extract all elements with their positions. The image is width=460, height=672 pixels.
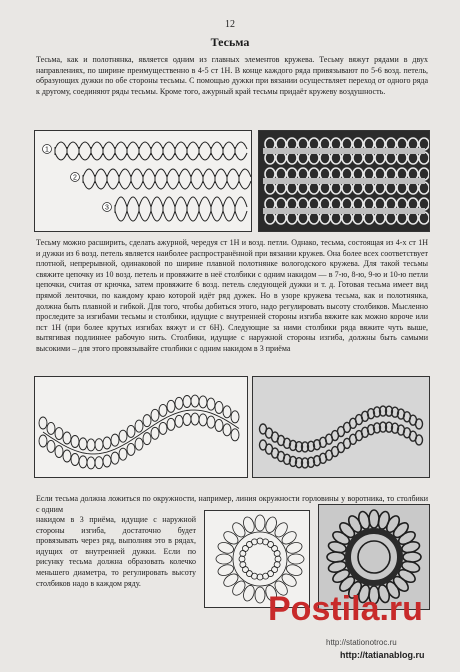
wave-loop [167, 400, 175, 412]
diagram-label-2: 2 [73, 174, 77, 182]
ring-outer-loop [216, 554, 232, 564]
tape-loop [235, 153, 247, 160]
wave-loop [151, 427, 159, 439]
tape-loop [203, 169, 215, 177]
wave-loop [175, 415, 183, 427]
tape-loop [131, 169, 143, 177]
tape-loop [103, 153, 115, 160]
wave-loop [95, 439, 103, 451]
wave-loop [111, 434, 119, 446]
wave-loop [47, 422, 55, 434]
tape-loop [175, 153, 187, 160]
tape-loop [151, 211, 163, 221]
wave-loop [215, 401, 223, 413]
tape-loop [227, 169, 239, 177]
tape-loop [139, 142, 151, 149]
tape-loop [83, 169, 95, 177]
wave-loop [143, 415, 151, 427]
tape-diagram-svg [35, 131, 251, 231]
tape-loop [107, 169, 119, 177]
tape-loop [155, 169, 167, 177]
tape-loop [91, 153, 103, 160]
wavy-photo-svg [253, 377, 429, 477]
tape-loop [167, 169, 179, 177]
tape-loop [239, 169, 251, 177]
page-number: 12 [225, 19, 235, 30]
ring-inner-loop [239, 556, 245, 562]
wave-loop [143, 433, 151, 445]
wave-loop [151, 409, 159, 421]
tape-loop [175, 197, 187, 207]
wave-loop [95, 457, 103, 469]
tape-loop [115, 211, 127, 221]
ring-outer-loop [242, 516, 256, 534]
tape-loop [223, 142, 235, 149]
tape-loop [187, 142, 199, 149]
tape-loop [79, 142, 91, 149]
tape-loop [211, 142, 223, 149]
tape-loop [55, 153, 67, 160]
wave-loop [87, 457, 95, 469]
intro-paragraph: Тесьма, как и полотнянка, является одним из главных элементов кружева. Тесьму вяжут рядами в двух направлениях, по ширине преимущественно в 4-5 ст 1Н. В конце каждого ряда привязывают по 5-6 возд. петель, образующих дужки по обе стороны тесьмы. С помощью дужки при вязании осуществляет переход от одного ряда к другому, соединяют ряды тесьмы. Кроме того, ажурный край тесьмы придаёт кружеву воздушность. [36, 55, 428, 96]
tape-loop [67, 153, 79, 160]
tape-loop [179, 181, 191, 189]
ring-outer-loop [264, 516, 278, 534]
tape-loop [191, 181, 203, 189]
tape-loop [95, 169, 107, 177]
wave-loop [199, 414, 207, 426]
tape-loop [191, 169, 203, 177]
wave-loop [55, 428, 63, 440]
tape-loop [163, 197, 175, 207]
ring-band [233, 532, 287, 586]
ring-inner-loop [257, 574, 263, 580]
photo-band [263, 148, 425, 154]
tape-diagram-figure [34, 130, 252, 232]
wave-loop [183, 395, 191, 407]
tape-loop [79, 153, 91, 160]
tape-loop [187, 197, 199, 207]
tape-loop [143, 169, 155, 177]
tape-loop [223, 153, 235, 160]
bottom-paragraph-full: Если тесьма должна ложиться по окружности, например, линия окружности горловины у воротника, то столбики с одним [36, 494, 428, 514]
wave-loop [103, 455, 111, 467]
tape-loop [187, 211, 199, 221]
wave-loop [223, 406, 231, 418]
tape-loop [143, 181, 155, 189]
middle-paragraph: Тесьму можно расширить, сделать ажурной, чередуя ст 1Н и возд. петли. Однако, тесьма, состоящая из 4-х ст 1Н и дужки из 6 возд. петель является наиболее распространённой при вязании кружев. Она более всех соответствует плотной, непрерывной, одинаковой по ширине плавной полотнянке вологодского кружева. Для такой тесьмы свяжите цепочку из 10 возд. петель и провяжите в неё столбики с одним накидом — в 7-ю, 8-ю, 9-ю и 10-ю петли цепочки, считая от крючка, затем провяжите 6 возд. петель следующей дужки и т. д. Готовая тесьма имеет вид прямой ленточки, по каждому краю которой идёт ряд дужек. Но в узоре кружева тесьма, как и полотнянка, должна быть плавной и гибкой. Для того, чтобы добиться этого, надо регулировать высоту столбиков. Мысленно проследите за изгибами тесьмы и столбики, идущие с внутренней стороны изгиба вяжите как можно короче или пст 1Н (при более крутых изгибах вяжут и ст 6Н). Следующие за ними столбики ряда вяжите чуть выше, вытягивая подлиннее рабочую нить. Столбики, идущие с наружной стороны изгиба, должны быть самыми высокими – для этого провязывайте столбики с одним накидом в 3 приёма [36, 238, 428, 353]
tape-loop [55, 142, 67, 149]
wave-loop [79, 456, 87, 468]
wave-loop [231, 411, 239, 423]
tape-loop [139, 153, 151, 160]
wave-loop [191, 395, 199, 407]
ring-inner-loop [251, 539, 257, 545]
wave-loop [191, 413, 199, 425]
ring-outer-loop [255, 515, 265, 531]
tape-loop [235, 142, 247, 149]
tape-loop [235, 197, 247, 207]
tape-loop [239, 181, 251, 189]
ring-inner-loop [263, 573, 269, 579]
tape-loop [119, 169, 131, 177]
tape-loop [223, 211, 235, 221]
wave-loop [207, 398, 215, 410]
tape-loop [107, 181, 119, 189]
wave-loop [71, 436, 79, 448]
tape-loop [151, 197, 163, 207]
tape-loop [211, 197, 223, 207]
tape-loop [95, 181, 107, 189]
tape-loop [139, 197, 151, 207]
ring-outer-loop [242, 584, 256, 602]
tape-loop [163, 142, 175, 149]
tape-loop [227, 181, 239, 189]
wave-loop [39, 435, 47, 447]
ring-inner-loop [257, 538, 263, 544]
tape-loop [103, 142, 115, 149]
tape-loop [91, 142, 103, 149]
tape-photo [258, 130, 430, 232]
wave-loop [183, 413, 191, 425]
tape-loop [211, 153, 223, 160]
tape-loop [179, 169, 191, 177]
tape-loop [215, 181, 227, 189]
tape-loop [119, 181, 131, 189]
tape-loop [187, 153, 199, 160]
wave-loop [63, 450, 71, 462]
wave-loop [135, 420, 143, 432]
wave-loop [47, 440, 55, 452]
ring-outer-loop [288, 554, 304, 564]
tape-loop [203, 181, 215, 189]
wave-loop [159, 404, 167, 416]
ring-inner-loop [240, 562, 246, 568]
tape-loop [163, 153, 175, 160]
wave-loop [127, 443, 135, 455]
tape-loop [199, 153, 211, 160]
tape-loop [83, 181, 95, 189]
wave-loop [175, 397, 183, 409]
wave-loop [87, 439, 95, 451]
wave-loop [135, 438, 143, 450]
page-title: Тесьма [210, 35, 250, 49]
tape-loop [223, 197, 235, 207]
tape-loop [115, 197, 127, 207]
wavy-tape-diagram [34, 376, 248, 478]
tape-loop [175, 142, 187, 149]
tape-loop [199, 197, 211, 207]
photo-band [263, 208, 425, 214]
tape-loop [139, 211, 151, 221]
watermark-blog: http://tatianablog.ru [340, 650, 425, 660]
ring-outer-loop [217, 541, 235, 555]
wave-loop [79, 438, 87, 450]
ring-outer-loop [255, 587, 265, 603]
tape-loop [199, 211, 211, 221]
wave-loop [223, 424, 231, 436]
wavy-tape-photo [252, 376, 430, 478]
watermark-logo: Postila.ru [268, 590, 423, 628]
tape-loop [115, 153, 127, 160]
wave-loop [199, 396, 207, 408]
wave-loop [127, 425, 135, 437]
photo-band [263, 178, 425, 184]
tape-loop [163, 211, 175, 221]
diagram-label-3: 3 [105, 204, 109, 212]
wave-loop [215, 419, 223, 431]
diagram-label-1: 1 [45, 146, 49, 154]
wave-loop [71, 454, 79, 466]
tape-loop [199, 142, 211, 149]
tape-loop [175, 211, 187, 221]
tape-loop [151, 142, 163, 149]
ring-outer-loop [285, 541, 303, 555]
watermark-site: http://stationotroc.ru [326, 638, 397, 647]
wave-loop [207, 416, 215, 428]
tape-loop [235, 211, 247, 221]
wave-loop [167, 418, 175, 430]
tape-loop [115, 142, 127, 149]
wave-loop [119, 448, 127, 460]
tape-loop [215, 169, 227, 177]
tape-loop [127, 197, 139, 207]
wavy-tape-svg [35, 377, 247, 477]
wave-loop [231, 429, 239, 441]
tape-loop [127, 153, 139, 160]
tape-loop [167, 181, 179, 189]
ring-inner-loop [274, 550, 280, 556]
wave-loop [119, 430, 127, 442]
wave-loop [55, 446, 63, 458]
tape-loop [131, 181, 143, 189]
ring-outer-loop [285, 563, 303, 577]
tape-loop [67, 142, 79, 149]
wave-loop [103, 437, 111, 449]
ring-inner-loop [275, 556, 281, 562]
bottom-paragraph-left: накидом в 3 приёма, идущие с наружной стороны изгиба, достаточно будет провязывать через ряд, выполняя это в рядах, идущих от внутренней дужки. Если по рисунку тесьма должна образовать колечко меньшего диаметра, то регулировать высоту столбиков надо в каждом ряду. [36, 515, 196, 588]
wave-loop [63, 432, 71, 444]
tape-loop [127, 142, 139, 149]
tape-loop [151, 153, 163, 160]
tape-loop [127, 211, 139, 221]
wave-loop [111, 452, 119, 464]
ring-outer-loop [217, 563, 235, 577]
tape-loop [211, 211, 223, 221]
wave-loop [39, 417, 47, 429]
wave-loop [159, 422, 167, 434]
tape-photo-svg [259, 131, 429, 231]
tape-loop [155, 181, 167, 189]
